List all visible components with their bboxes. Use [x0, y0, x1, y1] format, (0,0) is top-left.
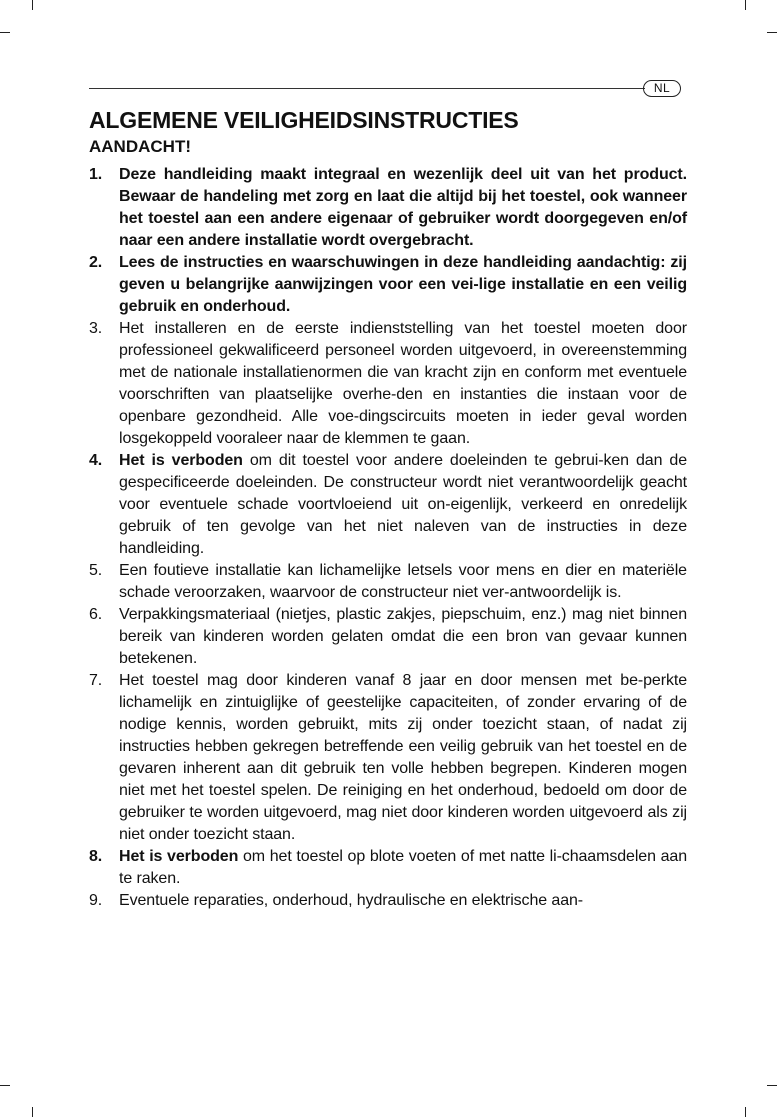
header-rule: [89, 88, 645, 89]
item-lead: Het is verboden: [119, 452, 243, 469]
crop-mark-top-right-h: [767, 32, 777, 33]
crop-mark-top-left: [32, 0, 33, 10]
list-item: [89, 890, 687, 912]
crop-mark-top-right: [745, 0, 746, 10]
item-number: 5.: [89, 562, 103, 579]
item-text: Een foutieve installatie kan lichamelijke letsels voor mens en dier en materiële schade veroorzaken, waarvoor de constructeur niet ver-antwoordelijk is.: [119, 562, 687, 601]
item-text: Verpakkingsmateriaal (nietjes, plastic zakjes, piepschuim, enz.) mag niet binnen bereik van kinderen worden gelaten omdat die een bron van gevaar kunnen betekenen.: [119, 606, 687, 667]
instruction-list: [89, 164, 687, 912]
list-item: [89, 604, 687, 670]
crop-mark-bottom-right: [745, 1107, 746, 1117]
item-text: Lees de instructies en waarschuwingen in deze handleiding aandachtig: zij geven u belangrijke aanwijzingen voor een vei-lige installatie en een veilig gebruik en onderhoud.: [119, 254, 687, 315]
item-number: 3.: [89, 320, 103, 337]
item-text: Het installeren en de eerste indienststelling van het toestel moeten door professioneel gekwalificeerd personeel worden uitgevoerd, in overeenstemming met de nationale installatienormen die van kracht zijn en conform met eventuele voorschriften van plaatselijke overhe-den en instanties die instaan voor de openbare gezondheid. Alle voe-dingscircuits moeten in ieder geval worden losgekoppeld vooraleer naar de klemmen te gaan.: [119, 320, 687, 447]
language-badge: NL: [643, 80, 681, 97]
item-number: 8.: [89, 848, 103, 865]
item-lead: Het is verboden: [119, 848, 239, 865]
page-subtitle: AANDACHT!: [89, 137, 191, 156]
list-item: [89, 560, 687, 604]
item-number: 2.: [89, 254, 103, 271]
list-item: [89, 450, 687, 560]
crop-mark-top-left-h: [0, 32, 10, 33]
item-text: Eventuele reparaties, onderhoud, hydraulische en elektrische aan-: [119, 892, 584, 909]
list-item: [89, 318, 687, 450]
page-title: ALGEMENE VEILIGHEIDSINSTRUCTIES: [89, 107, 519, 133]
item-text: Het toestel mag door kinderen vanaf 8 jaar en door mensen met be-perkte lichamelijk en zintuiglijke of geestelijke capaciteiten, of zonder ervaring of de nodige kennis, worden gebruikt, mits zij onder toezicht staan, of nadat zij instructies hebben gekregen betreffende een veilig gebruik van het toestel en de gevaren inherent aan dit gebruik ten volle hebben begrepen. Kinderen mogen niet met het toestel spelen. De reiniging en het onderhoud, bedoeld om door de gebruiker te worden uitgevoerd, mag niet door kinderen worden uitgevoerd als zij niet onder toezicht staan.: [119, 672, 687, 843]
list-item: [89, 164, 687, 252]
item-number: 9.: [89, 892, 103, 909]
item-text: Deze handleiding maakt integraal en wezenlijk deel uit van het product. Bewaar de handeling met zorg en laat die altijd bij het toestel, ook wanneer het toestel aan een andere eigenaar of gebruiker wordt doorgegeven en/of naar een andere installatie wordt overgebracht.: [119, 166, 687, 249]
list-item: [89, 846, 687, 890]
item-number: 1.: [89, 166, 103, 183]
crop-mark-bottom-left: [32, 1107, 33, 1117]
crop-mark-bottom-left-h: [0, 1085, 10, 1086]
item-number: 6.: [89, 606, 103, 623]
item-text: om dit toestel voor andere doeleinden te gebrui-ken dan de gespecificeerde doeleinden. De constructeur wordt niet verantwoordelijk geacht voor eventuele schade voortvloeiend uit on-eigenlijk, verkeerd en onredelijk gebruik of ten gevolge van het niet naleven van de instructies in deze handleiding.: [119, 452, 687, 557]
crop-mark-bottom-right-h: [767, 1085, 777, 1086]
item-text: om het toestel op blote voeten of met natte li-chaamsdelen aan te raken.: [119, 848, 687, 887]
list-item: [89, 670, 687, 846]
document-body: [89, 106, 687, 912]
item-number: 4.: [89, 452, 103, 469]
item-number: 7.: [89, 672, 103, 689]
list-item: [89, 252, 687, 318]
